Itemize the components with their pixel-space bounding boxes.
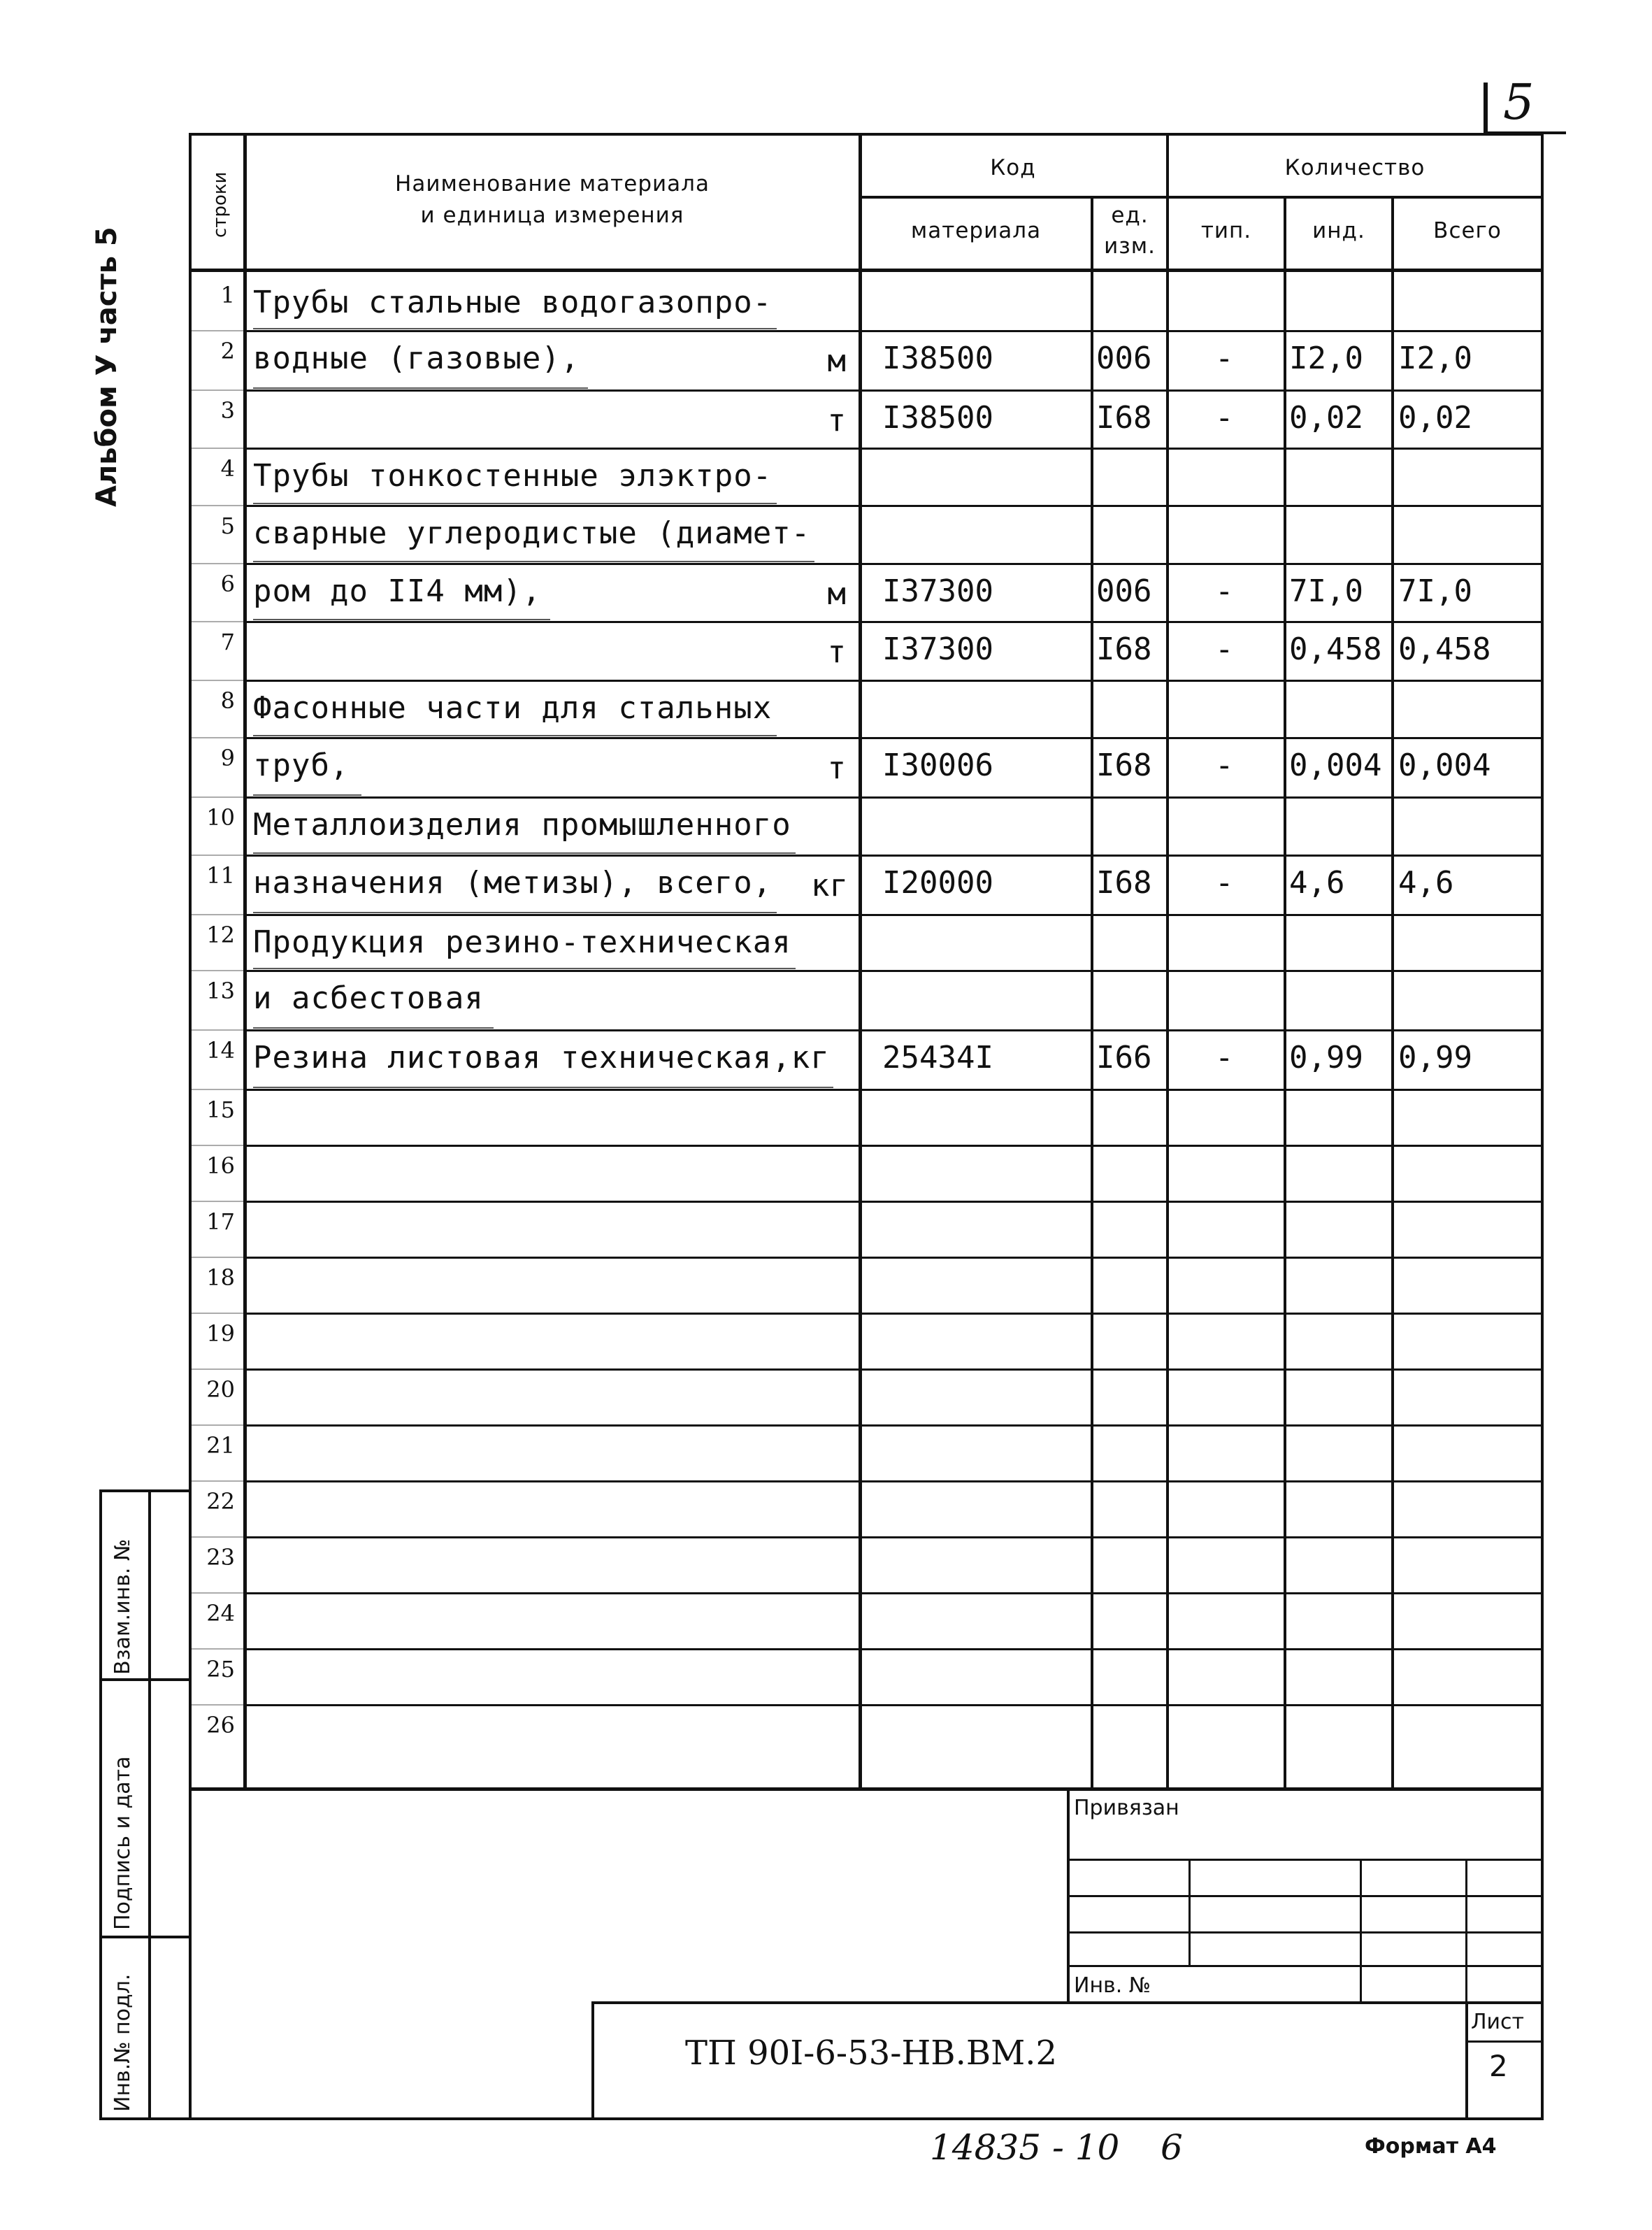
material-code: I38500: [882, 341, 993, 376]
row-divider: [247, 1424, 1541, 1427]
row-divider: [247, 389, 1541, 392]
material-name: назначения (метизы), всего,: [253, 865, 773, 901]
qty-ind: 0,458: [1289, 631, 1382, 667]
row-number: 19: [206, 1320, 235, 1347]
row-number-divider: [192, 737, 243, 738]
qty-typ: -: [1215, 631, 1234, 667]
sheet-number: 2: [1489, 2049, 1508, 2083]
row-divider: [247, 1145, 1541, 1147]
row-number: 1: [220, 282, 235, 308]
name-underline: [253, 968, 796, 969]
row-number: 12: [206, 922, 235, 948]
row-number-divider: [192, 1704, 243, 1706]
row-number-divider: [192, 330, 243, 331]
header-qty-ind: инд.: [1312, 218, 1365, 243]
row-number-divider: [192, 855, 243, 856]
row-number: 23: [206, 1544, 235, 1571]
name-underline: [253, 328, 777, 329]
unit-code: 006: [1096, 341, 1152, 376]
side-title: Альбом У часть 5: [91, 227, 123, 507]
row-divider: [247, 330, 1541, 332]
material-name: труб,: [253, 748, 350, 783]
row-number: 13: [206, 978, 235, 1004]
name-underline: [253, 794, 361, 796]
row-number: 7: [220, 629, 235, 655]
row-divider: [247, 1536, 1541, 1538]
row-number: 2: [220, 338, 235, 364]
header-code: Код: [990, 155, 1036, 180]
page-number-mark: [1484, 83, 1488, 134]
row-number: 18: [206, 1264, 235, 1291]
header-name-line2: и единица измерения: [420, 203, 684, 228]
qty-ind: 4,6: [1289, 865, 1345, 901]
row-divider: [247, 1257, 1541, 1259]
row-divider: [247, 1704, 1541, 1706]
vzam-inv-label: Взам.инв. №: [110, 1538, 135, 1675]
material-name: сварные углеродистые (диамет-: [253, 515, 811, 551]
sign-date-label: Подпись и дата: [110, 1756, 135, 1930]
measure-unit: т: [827, 750, 846, 786]
row-divider: [247, 1368, 1541, 1371]
row-divider: [247, 1592, 1541, 1594]
qty-typ: -: [1215, 573, 1234, 609]
row-divider: [247, 563, 1541, 565]
row-number-divider: [192, 1592, 243, 1594]
row-number: 22: [206, 1488, 235, 1515]
header-quantity: Количество: [1284, 155, 1425, 180]
row-number-divider: [192, 1201, 243, 1202]
format-label: Формат А4: [1365, 2134, 1497, 2159]
row-divider: [247, 1201, 1541, 1203]
qty-typ: -: [1215, 865, 1234, 901]
row-divider: [247, 1648, 1541, 1650]
row-number-divider: [192, 1029, 243, 1031]
material-code: 25434I: [882, 1040, 993, 1075]
handwritten-number: 14835 - 10: [930, 2127, 1120, 2168]
header-qty-typ: тип.: [1200, 218, 1252, 243]
row-number-divider: [192, 1480, 243, 1482]
row-number-divider: [192, 914, 243, 915]
row-divider: [247, 1029, 1541, 1031]
row-number: 6: [220, 571, 235, 597]
row-divider: [247, 621, 1541, 623]
material-name: Трубы тонкостенные элэктро-: [253, 458, 773, 494]
row-divider: [247, 914, 1541, 916]
unit-code: I68: [1096, 748, 1152, 783]
footer-page-six: 6: [1161, 2127, 1183, 2168]
row-number-divider: [192, 796, 243, 798]
material-name: Продукция резино-техническая: [253, 924, 791, 960]
material-code: I20000: [882, 865, 993, 901]
row-divider: [247, 796, 1541, 799]
inv-number-label: Инв. №: [1074, 1973, 1151, 1998]
row-number: 21: [206, 1432, 235, 1459]
row-number-divider: [192, 448, 243, 449]
material-name: Фасонные части для стальных: [253, 690, 773, 726]
qty-ind: 7I,0: [1289, 573, 1363, 609]
row-number-divider: [192, 1313, 243, 1314]
row-number-divider: [192, 680, 243, 681]
row-number: 25: [206, 1656, 235, 1682]
row-number-divider: [192, 970, 243, 971]
row-number: 14: [206, 1037, 235, 1064]
row-number: 17: [206, 1208, 235, 1235]
material-name: Трубы стальные водогазопро-: [253, 285, 773, 320]
row-number-divider: [192, 1536, 243, 1538]
row-number-divider: [192, 1424, 243, 1426]
row-number: 24: [206, 1600, 235, 1627]
unit-code: 006: [1096, 573, 1152, 609]
row-divider: [247, 1089, 1541, 1091]
qty-typ: -: [1215, 748, 1234, 783]
unit-code: I68: [1096, 400, 1152, 436]
row-number: 11: [206, 862, 235, 889]
page-number: 5: [1503, 73, 1535, 131]
row-number-divider: [192, 1368, 243, 1370]
row-number: 9: [220, 745, 235, 771]
unit-code: I68: [1096, 631, 1152, 667]
row-number-divider: [192, 389, 243, 391]
qty-ind: 0,004: [1289, 748, 1382, 783]
bound-label: Привязан: [1074, 1796, 1179, 1820]
name-underline: [253, 735, 777, 736]
material-name: Резина листовая техническая,кг: [253, 1040, 830, 1075]
row-number: 26: [206, 1712, 235, 1738]
header-qty-total: Всего: [1433, 218, 1502, 243]
qty-total: 7I,0: [1398, 573, 1472, 609]
qty-total: I2,0: [1398, 341, 1472, 376]
row-number-divider: [192, 563, 243, 564]
name-underline: [253, 503, 777, 504]
measure-unit: кг: [811, 868, 848, 903]
name-underline: [253, 619, 550, 620]
qty-ind: I2,0: [1289, 341, 1363, 376]
qty-total: 0,02: [1398, 400, 1472, 436]
qty-ind: 0,99: [1289, 1040, 1363, 1075]
measure-unit: м: [827, 343, 846, 379]
row-divider: [247, 680, 1541, 682]
row-divider: [247, 737, 1541, 739]
header-code-unit-2: изм.: [1104, 234, 1156, 259]
name-underline: [253, 852, 796, 854]
inv-orig-label: Инв.№ подл.: [110, 1973, 135, 2112]
row-number-divider: [192, 1257, 243, 1258]
material-name: Металлоизделия промышленного: [253, 807, 791, 843]
header-code-unit-1: ед.: [1111, 203, 1149, 228]
qty-total: 0,458: [1398, 631, 1491, 667]
unit-code: I66: [1096, 1040, 1152, 1075]
row-number-divider: [192, 505, 243, 506]
measure-unit: м: [827, 576, 846, 612]
row-divider: [247, 505, 1541, 507]
header-row-number: строки: [210, 171, 231, 238]
header-name-line1: Наименование материала: [395, 171, 710, 196]
measure-unit: т: [827, 403, 846, 438]
unit-code: I68: [1096, 865, 1152, 901]
document-code: ТП 90I-6-53-НВ.ВМ.2: [685, 2034, 1058, 2073]
material-code: I30006: [882, 748, 993, 783]
qty-typ: -: [1215, 341, 1234, 376]
material-name: водные (газовые),: [253, 341, 580, 376]
qty-total: 0,004: [1398, 748, 1491, 783]
row-divider: [247, 1313, 1541, 1315]
qty-ind: 0,02: [1289, 400, 1363, 436]
row-number: 3: [220, 397, 235, 424]
row-divider: [247, 1480, 1541, 1482]
row-number: 10: [206, 804, 235, 831]
row-number-divider: [192, 1145, 243, 1146]
row-number: 15: [206, 1096, 235, 1123]
material-name: ром до II4 мм),: [253, 573, 542, 609]
row-divider: [247, 970, 1541, 972]
row-number-divider: [192, 1089, 243, 1090]
name-underline: [253, 561, 814, 562]
qty-total: 4,6: [1398, 865, 1454, 901]
name-underline: [253, 1087, 833, 1088]
qty-typ: -: [1215, 400, 1234, 436]
material-code: I37300: [882, 631, 993, 667]
row-number: 20: [206, 1376, 235, 1403]
qty-total: 0,99: [1398, 1040, 1472, 1075]
header-code-material: материала: [910, 218, 1042, 243]
sheet-label: Лист: [1471, 2010, 1525, 2034]
name-underline: [253, 1027, 494, 1029]
row-number: 5: [220, 513, 235, 539]
material-name: и асбестовая: [253, 980, 484, 1016]
row-divider: [247, 855, 1541, 857]
qty-typ: -: [1215, 1040, 1234, 1075]
name-underline: [253, 387, 588, 389]
name-underline: [253, 912, 777, 913]
row-number-divider: [192, 621, 243, 622]
row-divider: [247, 448, 1541, 450]
row-number: 8: [220, 687, 235, 714]
row-number-divider: [192, 1648, 243, 1650]
material-code: I37300: [882, 573, 993, 609]
row-number: 4: [220, 455, 235, 482]
material-code: I38500: [882, 400, 993, 436]
row-number: 16: [206, 1152, 235, 1179]
measure-unit: т: [827, 634, 846, 670]
